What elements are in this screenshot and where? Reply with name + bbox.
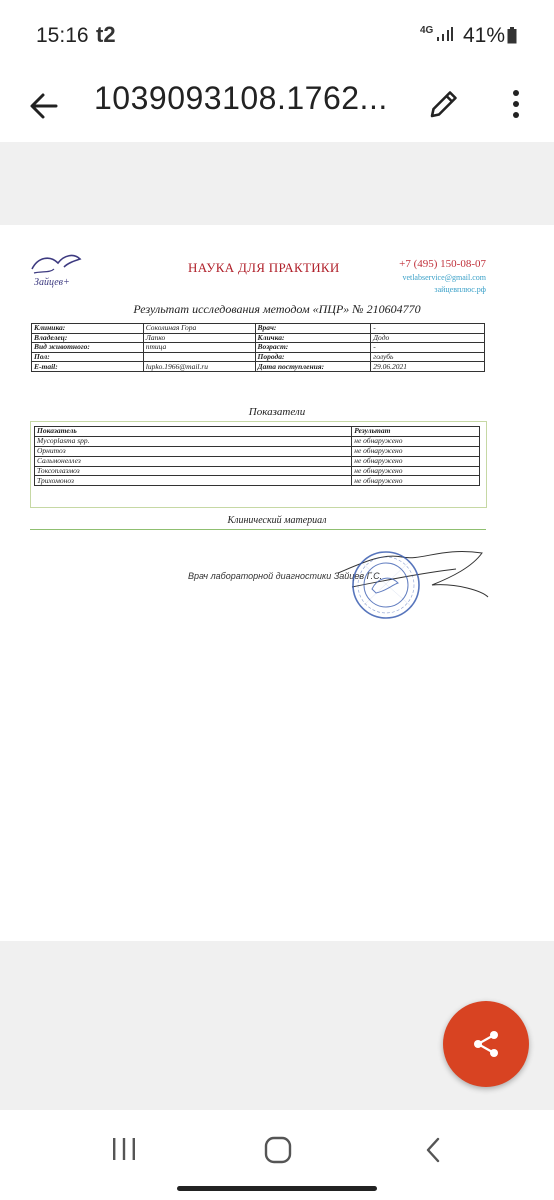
divider <box>30 529 486 530</box>
logo-text: Зайцев+ <box>34 277 70 288</box>
info-value: голубь <box>371 352 485 362</box>
table-row <box>35 456 480 466</box>
info-value <box>143 352 255 362</box>
clinical-material: Клинический материал <box>227 515 327 526</box>
share-icon <box>470 1028 502 1060</box>
network-type: 4G <box>420 25 434 36</box>
status-bar <box>0 0 554 70</box>
battery-level: 41% <box>463 24 506 47</box>
patient-info-table <box>31 323 485 372</box>
indicator-result: не обнаружено <box>352 436 480 446</box>
battery-icon <box>507 27 517 44</box>
table-row <box>35 436 480 446</box>
indicator-name: Орнитоз <box>35 446 352 456</box>
table-row <box>35 446 480 456</box>
status-carrier: t2 <box>96 22 116 47</box>
more-vert-icon[interactable] <box>498 84 538 124</box>
phone: +7 (495) 150-08-07 <box>399 258 486 270</box>
info-label: E-mail: <box>32 362 144 372</box>
status-time: 15:16 <box>36 24 89 47</box>
info-value: 29.06.2021 <box>371 362 485 372</box>
indicator-result: не обнаружено <box>352 466 480 476</box>
info-value: Соколиная Гора <box>143 324 255 334</box>
table-row <box>32 352 485 362</box>
home-icon[interactable] <box>260 1132 296 1168</box>
gesture-bar <box>177 1186 377 1191</box>
signal-icon <box>436 26 454 42</box>
column-header-indicator: Показатель <box>35 427 352 437</box>
nav-back-icon[interactable] <box>416 1132 452 1168</box>
info-value: Лапко <box>143 333 255 343</box>
info-value: lupko.1966@mail.ru <box>143 362 255 372</box>
table-row <box>32 333 485 343</box>
indicator-result: не обнаружено <box>352 446 480 456</box>
info-label: Возраст: <box>255 343 371 353</box>
table-row <box>32 362 485 372</box>
contacts <box>399 258 486 294</box>
column-header-result: Результат <box>352 427 480 437</box>
website: зайцевплюс.рф <box>434 285 486 294</box>
table-row <box>32 324 485 334</box>
document-title: 1039093108.1762... <box>94 80 388 116</box>
info-label: Кличка: <box>255 333 371 343</box>
indicators-heading: Показатели <box>248 406 306 418</box>
indicator-result: не обнаружено <box>352 456 480 466</box>
recent-apps-icon[interactable] <box>106 1135 142 1165</box>
table-row <box>35 476 480 486</box>
info-label: Пол: <box>32 352 144 362</box>
email: vetlabservice@gmail.com <box>402 273 486 282</box>
info-label: Порода: <box>255 352 371 362</box>
indicator-result: не обнаружено <box>352 476 480 486</box>
indicator-name: Токсоплазмоз <box>35 466 352 476</box>
indicator-name: Mycoplasma spp. <box>35 436 352 446</box>
arrow-left-icon[interactable] <box>24 86 64 126</box>
info-label: Вид животного: <box>32 343 144 353</box>
company-logo <box>28 251 86 289</box>
table-row <box>35 466 480 476</box>
info-value: - <box>371 324 485 334</box>
pencil-icon[interactable] <box>424 84 464 124</box>
indicator-name: Сальмонеллез <box>35 456 352 466</box>
info-label: Дата поступления: <box>255 362 371 372</box>
document-page <box>0 225 554 941</box>
table-header-row <box>35 427 480 437</box>
info-label: Владелец: <box>32 333 144 343</box>
results-table <box>34 426 480 486</box>
info-value: Додо <box>371 333 485 343</box>
stamp-and-signature <box>332 533 492 633</box>
info-value: птица <box>143 343 255 353</box>
info-label: Врач: <box>255 324 371 334</box>
info-value: - <box>371 343 485 353</box>
report-heading: НАУКА ДЛЯ ПРАКТИКИ <box>188 260 340 275</box>
indicator-name: Трихомоноз <box>35 476 352 486</box>
info-label: Клиника: <box>32 324 144 334</box>
share-button[interactable] <box>443 1001 529 1087</box>
result-title: Результат исследования методом «ПЦР» № 210604770 <box>133 302 421 316</box>
table-row <box>32 343 485 353</box>
signature-line: Врач лабораторной диагностики Зайцев Г.С. <box>188 571 383 581</box>
